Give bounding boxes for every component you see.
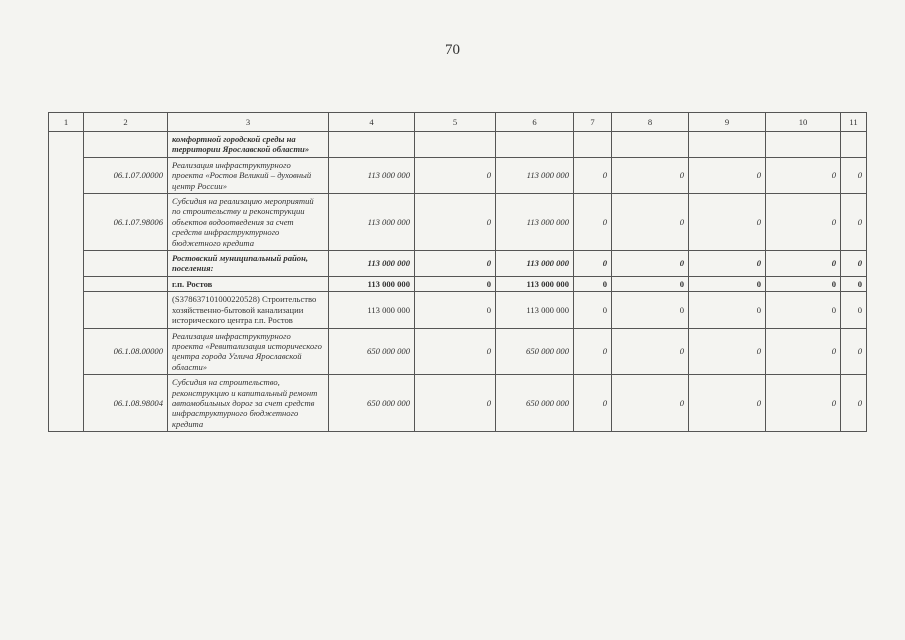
description-cell: Субсидия на строительство, реконструкцию и капитальный ремонт автомобильных дорог за счет средств инфраструктурного бюджетного кредита [168, 375, 329, 432]
value-cell: 0 [415, 328, 496, 375]
value-cell: 0 [841, 157, 867, 193]
header-cell: 11 [841, 113, 867, 132]
table-row [49, 375, 867, 432]
value-cell: 650 000 000 [329, 328, 415, 375]
value-cell: 0 [766, 194, 841, 251]
value-cell: 0 [766, 251, 841, 277]
value-cell: 0 [841, 276, 867, 291]
value-cell: 0 [766, 292, 841, 328]
value-cell [689, 132, 766, 158]
value-cell: 0 [689, 251, 766, 277]
table-row [49, 157, 867, 193]
description-cell: (S378637101000220528) Строительство хозяйственно-бытовой канализации исторического центра г.п. Ростов [168, 292, 329, 328]
code-cell: 06.1.08.98004 [84, 375, 168, 432]
value-cell: 113 000 000 [496, 292, 574, 328]
header-cell: 8 [612, 113, 689, 132]
value-cell: 0 [415, 251, 496, 277]
value-cell: 113 000 000 [329, 251, 415, 277]
code-cell [84, 276, 168, 291]
value-cell: 0 [415, 375, 496, 432]
value-cell: 0 [612, 157, 689, 193]
description-cell: комфортной городской среды на территории Ярославской области» [168, 132, 329, 158]
value-cell: 113 000 000 [496, 276, 574, 291]
value-cell: 113 000 000 [329, 292, 415, 328]
header-cell: 1 [49, 113, 84, 132]
value-cell: 0 [766, 375, 841, 432]
header-cell: 3 [168, 113, 329, 132]
value-cell [841, 132, 867, 158]
row-index-cell [49, 132, 84, 432]
budget-table [48, 112, 867, 432]
value-cell: 0 [415, 194, 496, 251]
value-cell: 0 [689, 157, 766, 193]
code-cell: 06.1.07.00000 [84, 157, 168, 193]
value-cell: 0 [612, 292, 689, 328]
code-cell [84, 292, 168, 328]
table-row [49, 194, 867, 251]
value-cell: 0 [574, 157, 612, 193]
value-cell: 0 [841, 251, 867, 277]
value-cell [766, 132, 841, 158]
description-cell: г.п. Ростов [168, 276, 329, 291]
value-cell: 0 [689, 276, 766, 291]
value-cell: 0 [612, 375, 689, 432]
header-cell: 2 [84, 113, 168, 132]
table-row [49, 132, 867, 158]
description-cell: Субсидия на реализацию мероприятий по строительству и реконструкции объектов водоотведения за счет средств инфраструктурного бюджетного кредита [168, 194, 329, 251]
value-cell: 650 000 000 [329, 375, 415, 432]
value-cell: 650 000 000 [496, 328, 574, 375]
table-row [49, 328, 867, 375]
value-cell: 0 [415, 276, 496, 291]
value-cell [496, 132, 574, 158]
value-cell [329, 132, 415, 158]
header-cell: 10 [766, 113, 841, 132]
header-cell: 4 [329, 113, 415, 132]
value-cell: 0 [574, 328, 612, 375]
value-cell: 0 [612, 276, 689, 291]
value-cell: 0 [415, 157, 496, 193]
value-cell [574, 132, 612, 158]
value-cell: 0 [841, 292, 867, 328]
value-cell: 0 [766, 328, 841, 375]
value-cell: 113 000 000 [329, 276, 415, 291]
value-cell: 0 [574, 375, 612, 432]
description-cell: Реализация инфраструктурного проекта «Ревитализация исторического центра города Углича Ярославской области» [168, 328, 329, 375]
value-cell: 0 [612, 328, 689, 375]
code-cell: 06.1.08.00000 [84, 328, 168, 375]
value-cell: 113 000 000 [329, 194, 415, 251]
page-number: 70 [445, 42, 460, 58]
value-cell: 0 [841, 194, 867, 251]
value-cell: 113 000 000 [496, 251, 574, 277]
value-cell: 0 [841, 328, 867, 375]
value-cell: 0 [574, 251, 612, 277]
value-cell: 0 [415, 292, 496, 328]
value-cell: 0 [574, 292, 612, 328]
value-cell: 0 [612, 194, 689, 251]
description-cell: Ростовский муниципальный район, поселения: [168, 251, 329, 277]
value-cell: 0 [689, 375, 766, 432]
value-cell [415, 132, 496, 158]
code-cell [84, 132, 168, 158]
value-cell: 0 [689, 328, 766, 375]
value-cell: 0 [689, 292, 766, 328]
table-row [49, 251, 867, 277]
value-cell [612, 132, 689, 158]
value-cell: 0 [841, 375, 867, 432]
value-cell: 0 [766, 157, 841, 193]
value-cell: 0 [574, 194, 612, 251]
header-cell: 7 [574, 113, 612, 132]
value-cell: 650 000 000 [496, 375, 574, 432]
value-cell: 0 [574, 276, 612, 291]
code-cell [84, 251, 168, 277]
table-row [49, 276, 867, 291]
value-cell: 113 000 000 [496, 194, 574, 251]
description-cell: Реализация инфраструктурного проекта «Ростов Великий – духовный центр России» [168, 157, 329, 193]
table-row [49, 292, 867, 328]
header-row [49, 113, 867, 132]
value-cell: 0 [689, 194, 766, 251]
value-cell: 0 [766, 276, 841, 291]
code-cell: 06.1.07.98006 [84, 194, 168, 251]
value-cell: 0 [612, 251, 689, 277]
header-cell: 6 [496, 113, 574, 132]
header-cell: 9 [689, 113, 766, 132]
value-cell: 113 000 000 [329, 157, 415, 193]
header-cell: 5 [415, 113, 496, 132]
value-cell: 113 000 000 [496, 157, 574, 193]
